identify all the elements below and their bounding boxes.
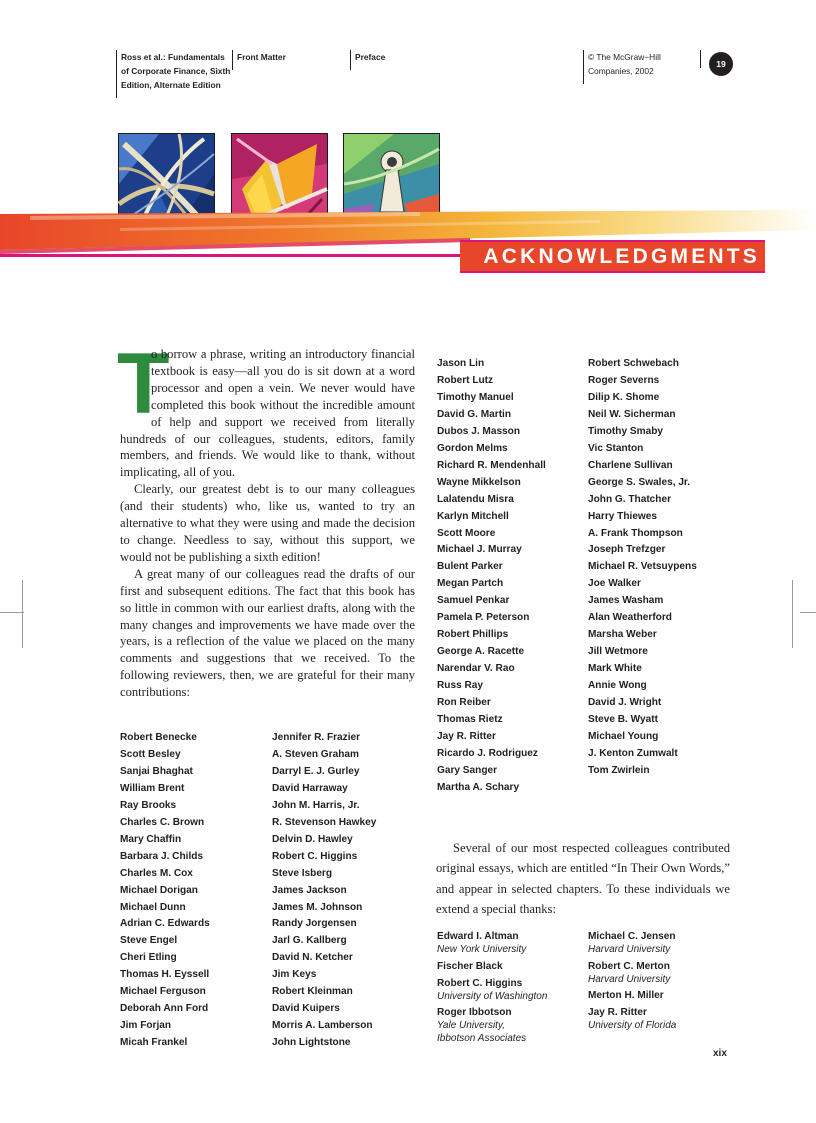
- reviewer-name: Jill Wetmore: [588, 646, 648, 658]
- reviewer-name: Steve B. Wyatt: [588, 714, 658, 726]
- reviewer-name: Joseph Trefzger: [588, 544, 666, 556]
- reviewer-name: Jason Lin: [437, 358, 485, 369]
- essay-author-affiliation: Harvard University: [588, 973, 671, 985]
- reviewer-name: Alan Weatherford: [588, 612, 672, 624]
- reviewer-name: David N. Ketcher: [272, 952, 353, 964]
- reviewer-name: David Kuipers: [272, 1003, 340, 1015]
- reviewer-name: Timothy Smaby: [588, 425, 663, 437]
- reviewer-name: Samuel Penkar: [437, 595, 510, 607]
- folio: xix: [713, 1048, 727, 1059]
- reviewer-name: Bulent Parker: [437, 561, 503, 573]
- essay-author-affiliation: University of Washington: [437, 990, 548, 1002]
- reviewer-name: Michael Young: [588, 730, 659, 742]
- reviewer-name: Joe Walker: [588, 578, 641, 590]
- reviewer-name: Harry Thiewes: [588, 510, 658, 522]
- reviewer-name: Ricardo J. Rodriguez: [437, 747, 538, 759]
- essay-author-name: Merton H. Miller: [588, 990, 664, 1001]
- page-title: ACKNOWLEDGMENTS: [483, 245, 760, 268]
- reviewer-name: Sanjai Bhaghat: [120, 765, 193, 777]
- reviewer-name: Ron Reiber: [437, 697, 491, 709]
- essay-author-name: Fischer Black: [437, 960, 503, 972]
- reviewer-name: Robert Phillips: [437, 629, 509, 641]
- reviewer-name: Steve Engel: [120, 935, 178, 947]
- essay-author-affiliation: University of Florida: [588, 1020, 677, 1031]
- reviewer-name: David G. Martin: [437, 408, 512, 420]
- essays-intro: [436, 838, 730, 919]
- essay-author-name: Robert C. Merton: [588, 960, 670, 972]
- crop-mark: [800, 612, 816, 613]
- reviewer-name: Charles C. Brown: [120, 816, 205, 828]
- reviewer-name: Michael Ferguson: [120, 986, 206, 998]
- essay-author: [437, 930, 587, 957]
- reviewer-name: Jay R. Ritter: [437, 730, 496, 742]
- reviewer-name: Megan Partch: [437, 578, 504, 590]
- reviewer-name: Michael Dunn: [120, 901, 186, 913]
- header-book-line: Ross et al.: Fundamentals: [121, 52, 225, 62]
- reviewers-column-4: [588, 356, 697, 780]
- essay-author-name: Jay R. Ritter: [588, 1007, 647, 1018]
- reviewer-name: Steve Isberg: [272, 867, 333, 879]
- essay-author: [588, 930, 738, 957]
- reviewer-name: Robert Schwebach: [588, 358, 679, 369]
- intro-paragraph: Clearly, our greatest debt is to our many colleagues (and their students) who, like us, wanted to try an alternative to what they were using and made the decision to change. Needless to say, without this support, we would not be publishing a sixth edition!: [120, 482, 415, 564]
- reviewer-name: Tom Zwirlein: [588, 764, 650, 776]
- reviewers-column-1: [120, 730, 210, 1052]
- reviewer-name: Richard R. Mendenhall: [437, 459, 546, 471]
- essay-authors-column-2: [588, 930, 738, 1036]
- reviewer-name: Deborah Ann Ford: [120, 1003, 209, 1015]
- reviewer-name: Robert C. Higgins: [272, 850, 358, 862]
- header-part-label: Front Matter: [237, 52, 286, 62]
- essay-author: [588, 1006, 738, 1033]
- reviewer-name: Michael Dorigan: [120, 884, 198, 896]
- reviewer-name: David Harraway: [272, 782, 348, 794]
- reviewer-name: James M. Johnson: [272, 901, 363, 913]
- reviewer-name: Mary Chaffin: [120, 833, 182, 845]
- header-chapter-label: Preface: [355, 52, 386, 62]
- reviewer-name: Narendar V. Rao: [437, 663, 515, 675]
- header-book-line: of Corporate Finance, Sixth: [121, 66, 231, 76]
- reviewer-name: R. Stevenson Hawkey: [272, 816, 377, 828]
- reviewer-name: John Lightstone: [272, 1037, 351, 1049]
- header-book-line: Edition, Alternate Edition: [121, 80, 221, 90]
- reviewer-name: Thomas Rietz: [437, 714, 503, 726]
- essays-intro-paragraph: Several of our most respected colleagues contributed original essays, which are entitled “In Their Own Words,” and appear in selected chapters. To these individuals we extend a special thanks:: [436, 841, 730, 916]
- header-copyright-line: Companies, 2002: [588, 66, 654, 76]
- reviewer-name: Scott Moore: [437, 527, 496, 539]
- reviewer-name: Randy Jorgensen: [272, 918, 357, 930]
- reviewer-name: J. Kenton Zumwalt: [588, 747, 678, 759]
- reviewer-name: Jennifer R. Frazier: [272, 732, 361, 743]
- reviewer-name: Morris A. Lamberson: [272, 1020, 373, 1032]
- reviewer-name: Cheri Etling: [120, 952, 177, 964]
- header-book-title: [116, 50, 231, 98]
- reviewer-name: Pamela P. Peterson: [437, 612, 530, 624]
- crop-mark: [22, 580, 23, 648]
- header-copyright: [583, 50, 693, 84]
- essay-authors-column-1: [437, 930, 587, 1048]
- crop-mark: [0, 612, 24, 613]
- reviewer-name: George S. Swales, Jr.: [588, 476, 691, 488]
- reviewer-name: Delvin D. Hawley: [272, 833, 353, 845]
- reviewer-name: Barbara J. Childs: [120, 850, 204, 862]
- header-part: [232, 50, 342, 70]
- reviewer-name: Robert Benecke: [120, 732, 197, 743]
- reviewer-name: Charlene Sullivan: [588, 459, 673, 471]
- header-copyright-line: © The McGraw−Hill: [588, 52, 661, 62]
- reviewer-name: Dubos J. Masson: [437, 425, 521, 437]
- intro-text: [117, 336, 415, 701]
- reviewer-name: James Washam: [588, 595, 664, 607]
- header-chapter: [350, 50, 460, 70]
- crop-mark: [792, 580, 793, 648]
- reviewer-name: Annie Wong: [588, 680, 647, 692]
- reviewer-name: William Brent: [120, 782, 185, 794]
- reviewer-name: James Jackson: [272, 884, 347, 896]
- essay-author: [437, 960, 587, 974]
- essay-author: [588, 960, 738, 987]
- reviewer-name: Darryl E. J. Gurley: [272, 765, 360, 777]
- reviewer-name: Jarl G. Kallberg: [272, 935, 347, 947]
- reviewer-name: Timothy Manuel: [437, 391, 514, 403]
- reviewer-name: Charles M. Cox: [120, 867, 193, 879]
- reviewer-name: John G. Thatcher: [588, 493, 672, 505]
- reviewer-name: Lalatendu Misra: [437, 493, 514, 505]
- reviewer-name: Scott Besley: [120, 748, 181, 760]
- reviewer-name: Jim Forjan: [120, 1020, 172, 1032]
- essay-author-affiliation: Yale University,: [437, 1020, 505, 1031]
- intro-paragraph: o borrow a phrase, writing an introductory financial textbook is easy—all you do is sit down at a word processor and open a vein. We never would have completed this book without the incredible amount of help and support we received from literally hundreds of our colleagues, students, editors, family members, and friends. We would like to thank, without implicating, all of you.: [120, 347, 415, 480]
- reviewer-name: John M. Harris, Jr.: [272, 799, 360, 811]
- reviewer-name: Karlyn Mitchell: [437, 510, 509, 522]
- essay-author-name: Michael C. Jensen: [588, 931, 676, 942]
- reviewer-name: Wayne Mikkelson: [437, 476, 521, 488]
- intro-paragraph: A great many of our colleagues read the drafts of our first and subsequent editions. The fact that this book has so little in common with our earliest drafts, along with the many changes and improvements we have made over the years, is a reflection of the value we placed on the many comments and suggestions that we received. To the following reviewers, then, we are grateful for their many contributions:: [120, 566, 415, 700]
- reviewer-name: A. Frank Thompson: [588, 527, 683, 539]
- reviewer-name: Mark White: [588, 663, 642, 675]
- reviewer-name: Gary Sanger: [437, 764, 498, 776]
- reviewers-column-2: [272, 730, 376, 1052]
- reviewer-name: Dilip K. Shome: [588, 391, 660, 403]
- page-number-badge: 19: [709, 52, 733, 76]
- reviewer-name: Thomas H. Eyssell: [120, 969, 210, 981]
- reviewer-name: A. Steven Graham: [272, 748, 359, 760]
- reviewer-name: Gordon Melms: [437, 442, 508, 454]
- reviewer-name: Vic Stanton: [588, 442, 644, 454]
- reviewer-name: Jim Keys: [272, 969, 317, 981]
- essay-author-name: Roger Ibbotson: [437, 1007, 512, 1018]
- reviewer-name: Marsha Weber: [588, 629, 657, 641]
- reviewers-column-3: [437, 356, 546, 797]
- drop-cap: T: [117, 336, 170, 432]
- reviewer-name: George A. Racette: [437, 646, 525, 658]
- reviewer-name: Micah Frankel: [120, 1037, 188, 1049]
- reviewer-name: Martha A. Schary: [437, 781, 520, 793]
- essay-author-name: Edward I. Altman: [437, 931, 519, 942]
- essay-author: [588, 989, 738, 1003]
- reviewer-name: Roger Severns: [588, 374, 660, 386]
- reviewer-name: Michael J. Murray: [437, 544, 522, 556]
- reviewer-name: Ray Brooks: [120, 799, 177, 811]
- reviewer-name: Neil W. Sicherman: [588, 408, 676, 420]
- essay-author: [437, 1006, 587, 1045]
- essay-author-affiliation: Ibbotson Associates: [437, 1032, 527, 1044]
- essay-author-name: Robert C. Higgins: [437, 977, 523, 989]
- reviewer-name: David J. Wright: [588, 697, 662, 709]
- essay-author-affiliation: New York University: [437, 944, 527, 955]
- reviewer-name: Adrian C. Edwards: [120, 918, 210, 930]
- reviewer-name: Robert Kleinman: [272, 986, 353, 998]
- essay-author: [437, 977, 587, 1004]
- reviewer-name: Michael R. Vetsuypens: [588, 561, 697, 573]
- reviewer-name: Russ Ray: [437, 680, 484, 692]
- header-rule-right: [700, 50, 701, 68]
- reviewer-name: Robert Lutz: [437, 374, 494, 386]
- essay-author-affiliation: Harvard University: [588, 944, 671, 955]
